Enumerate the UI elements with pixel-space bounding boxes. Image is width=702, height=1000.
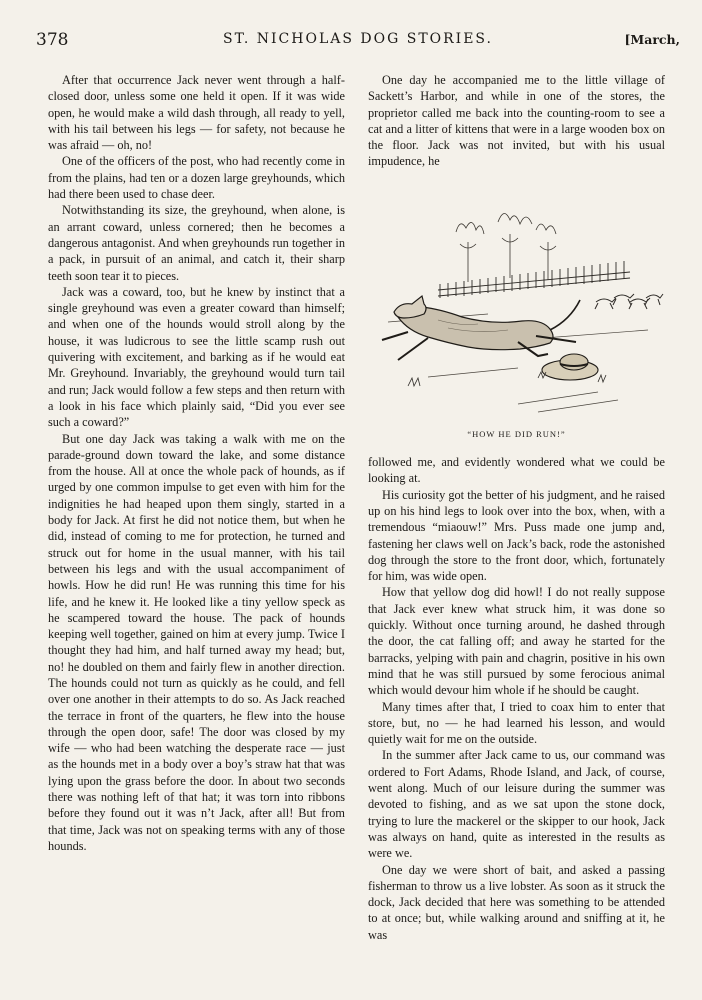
paragraph: One day we were short of bait, and asked a passing fisherman to throw us a live lobster. As soon as it struck the dock, Jack decided that here was something to be attended to at once; but, while walking around and sniffing at it, he was bbox=[368, 862, 665, 942]
paragraph: In the summer after Jack came to us, our command was ordered to Fort Adams, Rhode Island, and Jack, of course, went along. Much of our leisure during the summer was devoted to fishing, and as we sat upon the stone dock, trying to lure the mackerel or the skipper to our hook, Jack was always on hand, quite as interested in the results as were we. bbox=[368, 748, 665, 861]
paragraph: Notwithstanding its size, the greyhound, when alone, is an arrant coward, unless cornered; then he becomes a dangerous antagonist. And when greyhounds run together in a pack, in pursuit of an animal, and catch it, their sharp teeth soon tear it to pieces. bbox=[48, 203, 345, 283]
straw-hat bbox=[542, 354, 598, 380]
right-column bbox=[368, 72, 665, 943]
paragraph: His curiosity got the better of his judgment, and he raised up on his hind legs to look over into the box, when, with a tremendous “miaouw!” Mrs. Puss made one jump and, fastening her claws well on Jack’s back, rode the astonished dog through the store to the front door, which, fortunately for him, was wide open. bbox=[368, 487, 665, 584]
trees bbox=[456, 213, 556, 282]
paragraph: followed me, and evidently wondered what we could be looking at. bbox=[368, 455, 665, 486]
illustration-dog-running bbox=[368, 172, 665, 422]
paragraph: After that occurrence Jack never went through a half-closed door, unless some one held it open. If it was wide open, he would make a wild dash through, all ready to yell, with his tail between his legs — for safety, not because he was afraid — oh, no! bbox=[48, 73, 345, 153]
illustration-caption: “HOW HE DID RUN!” bbox=[467, 428, 566, 439]
hound-pack bbox=[595, 294, 663, 309]
page-header bbox=[36, 30, 680, 52]
dog-running-drawing bbox=[368, 172, 665, 422]
fence bbox=[438, 261, 630, 298]
paragraph: But one day Jack was taking a walk with me on the parade-ground down toward the lake, and some distance from the house. All at once the whole pack of hounds, as if urged by one common impulse to get even with him for the indignities he had heaped upon them singly, started in a body for Jack. At first he did not notice them, but when he did, instead of coming to me for protection, he turned and struck out for home in the usual manner, with his tail between his legs and with the usual accompaniment of howls. How he did run! He was running this time for his life, and he knew it. He looked like a tiny yellow speck as he scampered toward the house. The pack of hounds keeping well together, gained on him at every jump. Twice I thought they had him, and half turned away my head; but, no! he doubled on them and fairly flew in another direction. The hounds could not turn as quickly as he could, and fell over one another in their attempts to do so. As Jack reached the terrace in front of the quarters, he flew into the house through the open door, safe! The door was closed by my wife — who had been watching the desperate race — just as the hounds met in a body over a boy’s straw hat that was lying upon the grass before the door. In about two seconds there was nothing left of that hat; it was torn into ribbons before they found out it was n’t Jack, after all! But from that time, Jack was not on speaking terms with any of those hounds. bbox=[48, 431, 345, 853]
running-dog bbox=[382, 296, 580, 360]
paragraph: How that yellow dog did howl! I do not really suppose that Jack ever knew what struck him, it was done so quickly. Without once turning around, he dashed through the door, the cat falling off; and away he started for the barracks, yelping with pain and chagrin, positive in his own mind that he was still pursued by some ferocious animal which would devour him whole if he should be caught. bbox=[368, 585, 665, 698]
paragraph: Jack was a coward, too, but he knew by instinct that a single greyhound was even a greater coward than himself; and when one of the hounds would stroll along by the house, it was ludicrous to see the little scamp rush out quivering with excitement, and barking as if he would eat Mr. Greyhound. Invariably, the greyhound would turn tail and run; Jack would follow a few steps and then return with a look in his face which plainly said, “Did you ever see such a coward?” bbox=[48, 284, 345, 430]
running-title: ST. NICHOLAS DOG STORIES. bbox=[223, 31, 493, 47]
left-column bbox=[48, 72, 345, 854]
paragraph: One day he accompanied me to the little village of Sackett’s Harbor, and while in one of the stores, the proprietor called me back into the counting-room to see a cat and a litter of kittens that were in a large wooden box on the floor. Jack was not invited, but with his usual impudence, he bbox=[368, 73, 665, 169]
issue-month: [March, bbox=[624, 32, 680, 47]
paragraph: One of the officers of the post, who had recently come in from the plains, had ten or a dozen large greyhounds, which had there been used to chase deer. bbox=[48, 154, 345, 202]
page-number: 378 bbox=[36, 30, 69, 50]
paragraph: Many times after that, I tried to coax him to enter that store, but, no — he had learned his lesson, and would quietly wait for me on the outside. bbox=[368, 699, 665, 747]
